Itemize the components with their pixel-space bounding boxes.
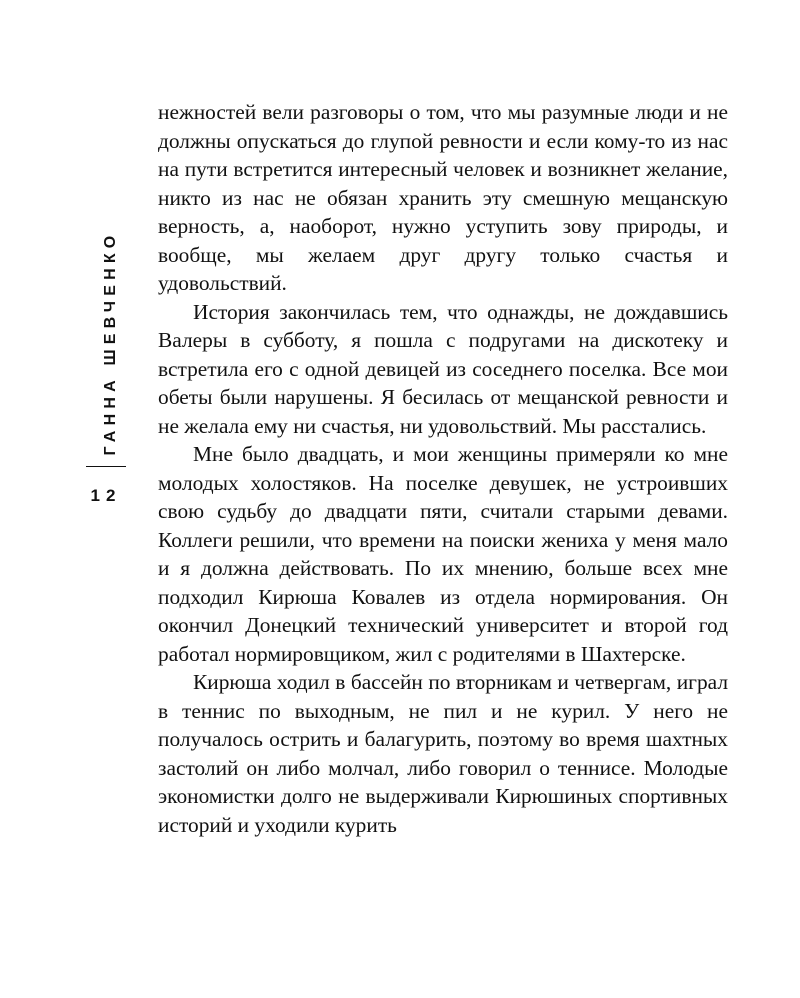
paragraph: Кирюша ходил в бассейн по вторникам и четвергам, играл в теннис по выходным, не пил и не курил. У него не получалось острить и балагурить, поэтому во время шахтных застолий он либо молчал, либо говорил о теннисе. Молодые экономистки долго не выдерживали Кирюшиных спортивных историй и уходили курить xyxy=(158,670,728,837)
paragraph: нежностей вели разговоры о том, что мы разумные люди и не должны опускаться до глупой ревности и если кому-то из нас на пути встретится интересный человек и возникнет желание, никто из нас не обязан хранить эту смешную мещанскую верность, а, наоборот, нужно уступить зову природы, и вообще, мы желаем друг другу только счастья и удовольствий. xyxy=(158,100,728,295)
page-number: 12 xyxy=(90,486,122,505)
running-head xyxy=(86,230,136,456)
head-rule xyxy=(86,466,126,467)
body-text xyxy=(158,98,728,839)
author-name: ГАННА ШЕВЧЕНКО xyxy=(102,230,119,456)
paragraph: Мне было двадцать, и мои женщины примеряли ко мне молодых холостяков. На поселке девушек, не устроивших свою судьбу до двадцати пяти, считали старыми девами. Коллеги решили, что времени на поиски жениха у меня мало и я должна действовать. По их мнению, больше всех мне подходил Кирюша Ковалев из отдела нормирования. Он окончил Донецкий технический университет и второй год работал нормировщиком, жил с родителями в Шахтерске. xyxy=(158,442,728,666)
paragraph: История закончилась тем, что однажды, не дождавшись Валеры в субботу, я пошла с подругами на дискотеку и встретила его с одной девицей из соседнего поселка. Все мои обеты были нарушены. Я бесилась от мещанской ревности и не желала ему ни счастья, ни удовольствий. Мы расстались. xyxy=(158,299,728,438)
